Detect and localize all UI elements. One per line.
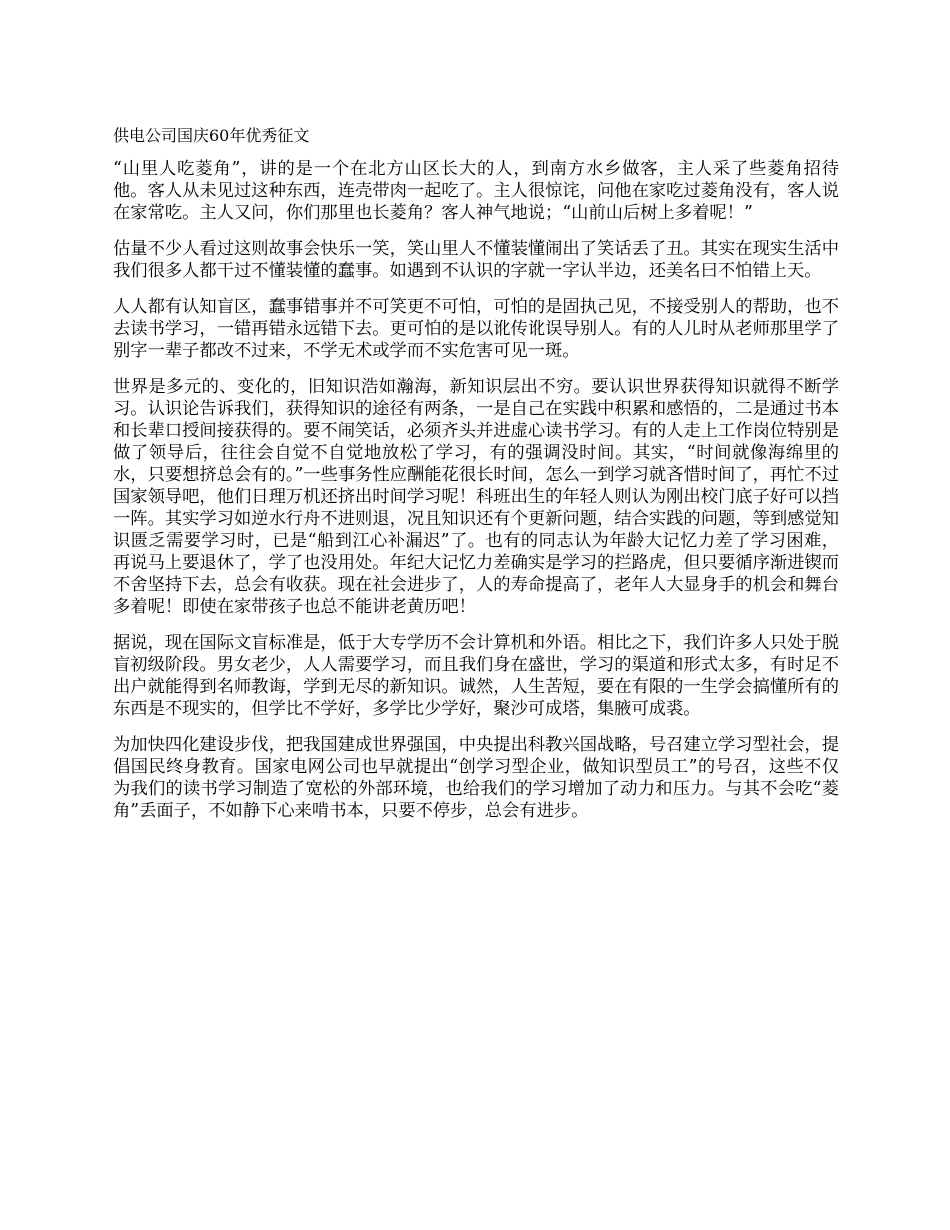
paragraph-2: 估量不少人看过这则故事会快乐一笑，笑山里人不懂装懂闹出了笑话丢了丑。其实在现实生活中我们很多人都干过不懂装懂的蠢事。如遇到不认识的字就一字认半边，还美名曰不怕错上天。	[113, 239, 839, 281]
document-page	[113, 126, 839, 836]
paragraph-4: 世界是多元的、变化的，旧知识浩如瀚海，新知识层出不穷。要认识世界获得知识就得不断学习。认识论告诉我们，获得知识的途径有两条，一是自己在实践中积累和感悟的，二是通过书本和长辈口授间接获得的。要不闹笑话，必须齐头并进虚心读书学习。有的人走上工作岗位特别是做了领导后，往往会自觉不自觉地放松了学习，有的强调没时间。其实，“时间就像海绵里的水，只要想挤总会有的。”一些事务性应酬能花很长时间，怎么一到学习就吝惜时间了，再忙不过国家领导吧，他们日理万机还挤出时间学习呢！科班出生的年轻人则认为刚出校门底子好可以挡一阵。其实学习如逆水行舟不进则退，况且知识还有个更新问题，结合实践的问题，等到感觉知识匮乏需要学习时，已是“船到江心补漏迟”了。也有的同志认为年龄大记忆力差了学习困难，再说马上要退休了，学了也没用处。年纪大记忆力差确实是学习的拦路虎，但只要循序渐进锲而不舍坚持下去，总会有收获。现在社会进步了，人的寿命提高了，老年人大显身手的机会和舞台多着呢！即使在家带孩子也总不能讲老黄历吧！	[113, 377, 840, 617]
paragraph-1: “山里人吃菱角”，讲的是一个在北方山区长大的人，到南方水乡做客，主人采了些菱角招待他。客人从未见过这种东西，连壳带肉一起吃了。主人很惊诧，问他在家吃过菱角没有，客人说在家常吃。主人又问，你们那里也长菱角？客人神气地说；“山前山后树上多着呢！”	[113, 159, 839, 223]
paragraph-3: 人人都有认知盲区，蠢事错事并不可笑更不可怕，可怕的是固执己见，不接受别人的帮助，也不去读书学习，一错再错永远错下去。更可怕的是以讹传讹误导别人。有的人儿时从老师那里学了别字一辈子都改不过来，不学无术或学而不实危害可见一斑。	[113, 297, 839, 361]
document-title: 供电公司国庆60年优秀征文	[113, 126, 310, 145]
paragraph-6: 为加快四化建设步伐，把我国建成世界强国，中央提出科教兴国战略，号召建立学习型社会，提倡国民终身教育。国家电网公司也早就提出“创学习型企业，做知识型员工”的号召，这些不仅为我们的读书学习制造了宽松的外部环境，也给我们的学习增加了动力和压力。与其不会吃“菱角”丢面子，不如静下心来啃书本，只要不停步，总会有进步。	[113, 735, 839, 821]
paragraph-5: 据说，现在国际文盲标准是，低于大专学历不会计算机和外语。相比之下，我们许多人只处于脱盲初级阶段。男女老少，人人需要学习，而且我们身在盛世，学习的渠道和形式太多，有时足不出户就能得到名师教诲，学到无尽的新知识。诚然，人生苦短，要在有限的一生学会搞懂所有的东西是不现实的，但学比不学好，多学比少学好，聚沙可成塔，集腋可成裘。	[113, 633, 839, 719]
